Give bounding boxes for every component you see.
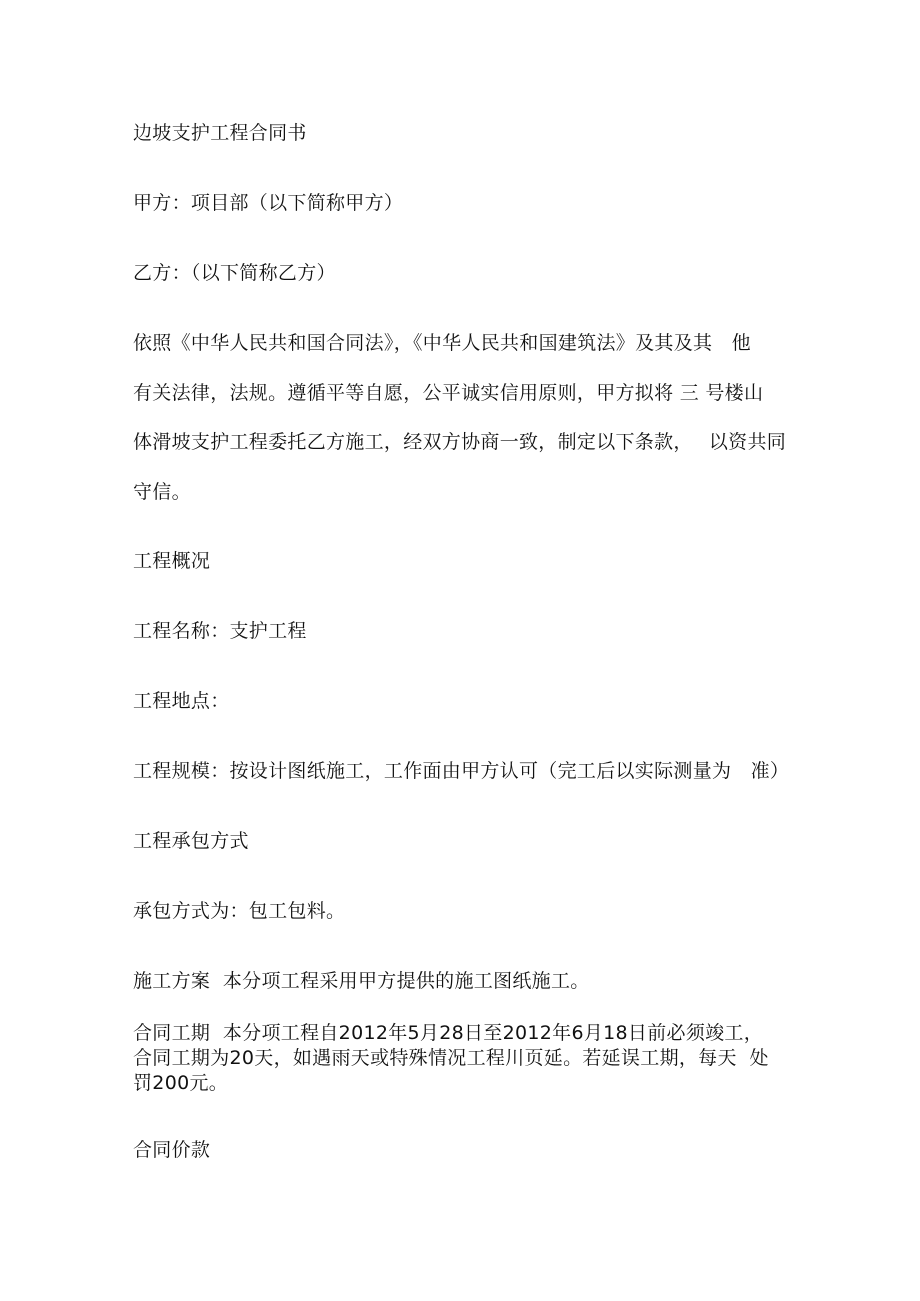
preamble-line-3: 体滑坡支护工程委托乙方施工，经双方协商一致，制定以下条款， 以资共同 bbox=[133, 431, 787, 453]
project-scale-line: 工程规模：按设计图纸施工，工作面由甲方认可（完工后以实际测量为 准） bbox=[133, 760, 790, 782]
project-name-line: 工程名称：支护工程 bbox=[133, 620, 307, 642]
construction-plan-line: 施工方案 本分项工程采用甲方提供的施工图纸施工。 bbox=[133, 970, 590, 992]
preamble-line-2: 有关法律，法规。遵循平等自愿，公平诚实信用原则，甲方拟将 三 号楼山 bbox=[133, 382, 764, 404]
project-location-line: 工程地点： bbox=[133, 690, 230, 712]
contract-mode-line: 承包方式为：包工包料。 bbox=[133, 900, 346, 922]
preamble-line-1: 依照《中华人民共和国合同法》，《中华人民共和国建筑法》及其及其 他 bbox=[133, 332, 751, 354]
contract-period-line-2: 合同工期为20天，如遇雨天或特殊情况工程川页延。若延误工期，每天 处 bbox=[133, 1047, 769, 1069]
contract-period-line-3: 罚200元。 bbox=[133, 1072, 229, 1094]
contract-period-line-1: 合同工期 本分项工程自2012年5月28日至2012年6月18日前必须竣工， bbox=[133, 1022, 764, 1044]
section-heading-price: 合同价款 bbox=[133, 1139, 211, 1161]
party-a-line: 甲方：项目部（以下简称甲方） bbox=[133, 192, 404, 214]
section-heading-overview: 工程概况 bbox=[133, 550, 211, 572]
preamble-line-4: 守信。 bbox=[133, 481, 191, 503]
document-title: 边坡支护工程合同书 bbox=[133, 122, 307, 144]
party-b-line: 乙方：（以下简称乙方） bbox=[133, 262, 336, 284]
section-heading-contract-mode: 工程承包方式 bbox=[133, 830, 249, 852]
